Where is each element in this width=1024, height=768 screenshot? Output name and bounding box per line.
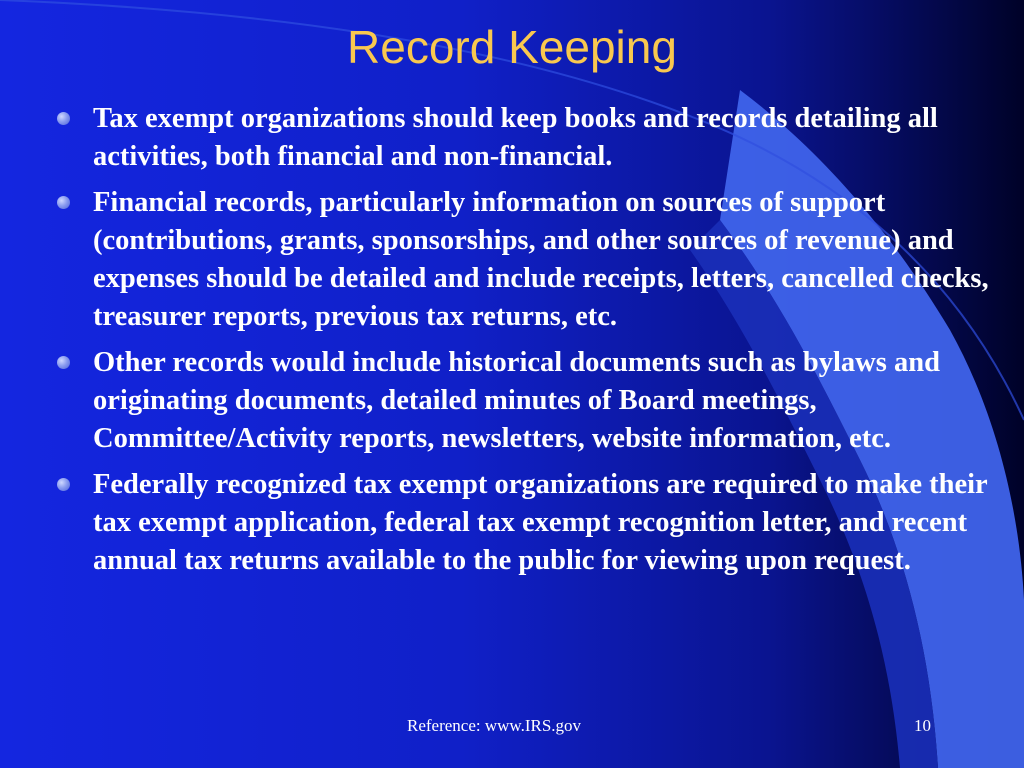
bullet-dot-icon [57,196,70,209]
slide-title: Record Keeping [347,21,677,73]
bullet-text: Other records would include historical documents such as bylaws and originating documents, detailed minutes of Board meetings, Committee/Activity reports, newsletters, website information, etc. [93,347,940,454]
bullet-text: Financial records, particularly information on sources of support (contributions, grants, sponsorships, and other sources of revenue) and expenses should be detailed and include receipts, letters, cancelled checks, treasurer reports, previous tax returns, etc. [93,187,989,332]
bullet-dot-icon [57,112,70,125]
page-number: 10 [914,716,931,735]
bullet-dot-icon [57,478,70,491]
bullet-list [55,100,1010,588]
bullet-item [55,466,1010,580]
bullet-item [55,184,1010,336]
bullet-text: Tax exempt organizations should keep books and records detailing all activities, both financial and non-financial. [93,103,938,172]
footer-reference: Reference: www.IRS.gov [407,716,582,735]
bullet-item [55,100,1010,176]
bullet-text: Federally recognized tax exempt organizations are required to make their tax exempt application, federal tax exempt recognition letter, and recent annual tax returns available to the public for viewing upon request. [93,469,988,576]
bullet-dot-icon [57,356,70,369]
bullet-item [55,344,1010,458]
